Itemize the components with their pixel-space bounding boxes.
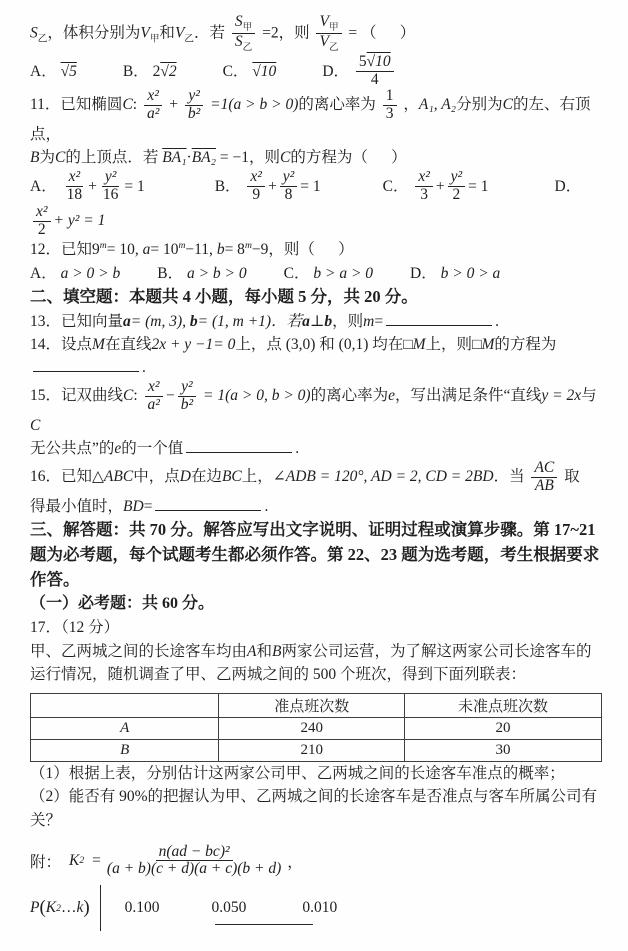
answer-blank <box>33 357 139 372</box>
sqrt-expression: √5 <box>60 62 77 80</box>
fraction <box>144 88 162 122</box>
table-row <box>31 740 602 762</box>
fraction-denominator <box>316 34 341 53</box>
text-run: 12．已知9 <box>30 241 100 259</box>
math-var: C <box>280 149 291 167</box>
fraction-denominator: 3 <box>385 105 394 123</box>
text-run: 的左、右顶点， <box>30 96 591 143</box>
ellipsis: … <box>60 899 77 917</box>
math-var: D <box>179 468 191 486</box>
option-c <box>284 262 373 285</box>
fraction-denominator: (a + b)(c + d)(a + c)(b + d) <box>106 860 282 878</box>
question-11-option-d-continued <box>30 204 602 238</box>
option-label: B． <box>122 62 149 80</box>
text-run: 分别为 <box>456 96 503 114</box>
math-var: b <box>324 312 333 330</box>
fraction-numerator: y² <box>448 169 466 187</box>
math-expression: y = 2x <box>541 387 582 405</box>
math-expression: A₁, A₂ <box>418 96 457 114</box>
text-run: ．若 <box>194 24 226 42</box>
math-var: C <box>54 149 66 167</box>
circle-symbol-box: □ <box>403 335 413 353</box>
section-3-header <box>30 518 602 592</box>
math-operator: = <box>143 497 153 515</box>
answer-parentheses: （ ） <box>361 24 416 42</box>
math-var: k <box>76 899 84 917</box>
sqrt-expression: √2 <box>160 62 177 80</box>
question-13 <box>30 310 602 333</box>
text-run: 的方程为（ ） <box>290 149 407 167</box>
text-run: 中，点 <box>133 468 180 486</box>
math-var: K <box>69 851 80 869</box>
math-operator: = 1 <box>300 177 321 195</box>
fraction <box>145 379 163 413</box>
fraction <box>185 88 203 122</box>
math-var: S <box>234 13 243 30</box>
question-17-item-2: （2）能否有 90%的把握认为甲、乙两城之间的长途客车是否准点与客车所属公司有关？ <box>30 788 598 829</box>
fraction-V <box>316 14 341 54</box>
text-run: 的离心率为 <box>310 387 389 405</box>
math-var: C <box>30 416 41 434</box>
question-11-stem-line1 <box>30 88 602 146</box>
fraction <box>383 88 397 122</box>
text-run: = 10 <box>150 241 179 259</box>
text-run: = <box>348 24 358 42</box>
text-run: 上，则 <box>425 335 473 353</box>
text-run: 在边 <box>190 468 222 486</box>
math-var: b <box>216 241 225 259</box>
fraction-numerator: x² <box>33 204 51 222</box>
text-run: 和 <box>256 642 272 660</box>
math-sub: 乙 <box>184 33 194 45</box>
option-label: B． <box>157 264 184 282</box>
math-var: A <box>247 642 257 660</box>
fraction-numerator <box>232 14 255 34</box>
fraction <box>64 169 86 203</box>
text-run: 13．已知向量 <box>30 312 124 330</box>
math-sub: 甲 <box>328 22 339 34</box>
fraction <box>178 379 196 413</box>
fraction-numerator: AC <box>531 460 557 478</box>
question-17-item-1: （1）根据上表，分别估计这两家公司甲、乙两城之间的长途客车准点的概率； <box>30 765 565 782</box>
option-label: A． <box>30 177 57 195</box>
fraction-numerator: x² <box>144 88 162 106</box>
fraction <box>280 169 298 203</box>
math-sup: m <box>178 240 186 252</box>
math-var: a <box>302 312 310 330</box>
question-11-stem-line2 <box>30 146 602 169</box>
fraction <box>356 54 394 88</box>
math-coef: 5 <box>358 52 367 70</box>
question-17-number: 17．（12 分） <box>30 619 120 637</box>
math-expression: = 1(a > 0, b > 0) <box>202 387 311 405</box>
text-run: 与 <box>581 387 597 405</box>
question-12-options <box>30 262 602 285</box>
option-label: B． <box>214 177 241 195</box>
table-cell-value: 20 <box>404 718 601 740</box>
question-15-line2 <box>30 437 602 460</box>
fraction-denominator: 18 <box>66 186 83 204</box>
math-coef: 2 <box>152 62 161 80</box>
math-var: M <box>92 335 105 353</box>
text-run: ．当 <box>493 468 525 486</box>
option-label: D． <box>410 264 437 282</box>
text-run: ， <box>287 853 303 871</box>
math-expression: ∠ADB = 120°, AD = 2, CD = 2BD <box>272 468 494 486</box>
math-var: V <box>140 24 150 42</box>
text-run: 上，点 (3,0) 和 (0,1) 均在 <box>235 335 404 353</box>
answer-blank <box>386 311 492 326</box>
table-header-row <box>31 694 602 718</box>
text-run: 取 <box>564 468 580 486</box>
contingency-table <box>30 693 602 762</box>
math-operator: + <box>169 96 178 114</box>
option-a <box>30 169 145 203</box>
option-label: D． <box>322 62 350 80</box>
fraction-denominator: 3 <box>420 186 428 204</box>
question-11-options <box>30 169 602 203</box>
triangle-ABC: △ABC <box>92 468 134 486</box>
option-c <box>383 169 489 203</box>
math-var: V <box>319 33 329 51</box>
text-run: =2，则 <box>262 24 310 42</box>
math-var: M <box>412 335 426 353</box>
fraction-denominator: AB <box>534 477 554 495</box>
sqrt-expression: √10 <box>366 52 391 70</box>
option-d <box>555 175 582 198</box>
text-run: ，则 <box>332 312 364 330</box>
fraction-denominator: 9 <box>252 186 261 204</box>
text-run: 三、解答题：共 70 分。解答应写出文字说明、证明过程或演算步骤。第 17~21 <box>30 520 596 539</box>
math-var: C <box>122 96 133 114</box>
math-var: a <box>123 312 131 330</box>
math-expression: a > 0 > b <box>60 264 121 282</box>
option-d <box>322 54 396 88</box>
answer-blank <box>155 496 261 511</box>
sqrt-expression: √10 <box>252 62 277 80</box>
math-expression: =1(a > b > 0) <box>210 96 299 114</box>
text-run: 上， <box>241 468 273 486</box>
fraction-numerator: y² <box>178 379 196 397</box>
math-var: S <box>30 24 38 42</box>
fraction-denominator: 2 <box>37 220 46 238</box>
math-sub: 乙 <box>242 42 253 54</box>
fraction-numerator: 1 <box>383 88 397 106</box>
math-var: BC <box>221 468 242 486</box>
math-expression: 2x + y −1= 0 <box>151 335 236 353</box>
math-var: B <box>272 642 282 660</box>
option-a <box>30 60 77 83</box>
text-run: 的离心率为 <box>298 96 376 114</box>
text-run: = 8 <box>224 241 245 259</box>
question-10-options <box>30 54 602 88</box>
vertical-divider <box>100 885 101 931</box>
math-sup: 2 <box>79 855 85 867</box>
probability-row <box>30 884 602 932</box>
text-run: . <box>264 497 269 515</box>
fraction-denominator: 8 <box>284 186 293 204</box>
math-sub: 甲 <box>149 33 160 45</box>
text-run: . <box>142 359 146 377</box>
math-var: C <box>502 96 513 114</box>
text-run: 附： <box>30 853 62 871</box>
text-run: : <box>133 387 138 405</box>
partial-underline <box>215 924 313 925</box>
table-cell-value: 240 <box>219 718 405 740</box>
text-run: 的上顶点．若 <box>65 149 159 167</box>
math-expression: = (m, 3), <box>130 312 190 330</box>
text-run: 在直线 <box>104 335 152 353</box>
text-run: 无公共点”的 <box>30 440 115 458</box>
math-operator: + <box>435 177 445 195</box>
option-label: C． <box>283 264 310 282</box>
text-run: 作答。 <box>30 569 80 589</box>
math-operator: + <box>88 177 97 195</box>
math-sup: 2 <box>56 902 61 914</box>
text-run: 为 <box>39 149 55 167</box>
question-14-line2 <box>30 356 602 379</box>
math-sub: 乙 <box>37 33 48 45</box>
math-operator: = 1 <box>124 177 145 195</box>
option-b <box>215 169 321 203</box>
fraction-denominator: a² <box>147 396 160 414</box>
table-cell-value: 30 <box>404 740 601 762</box>
text-run: 和 <box>159 24 175 42</box>
fraction <box>247 169 265 203</box>
table-cell-company: A <box>31 718 219 740</box>
fraction-numerator <box>316 14 341 34</box>
table-row <box>31 718 602 740</box>
option-label: C． <box>222 62 249 80</box>
math-var: a <box>142 241 151 259</box>
vector-BA2: BA₂ <box>191 149 217 167</box>
option-label: A． <box>30 264 57 282</box>
table-header-cell: 准点班次数 <box>219 694 405 718</box>
question-16-line1 <box>30 460 602 494</box>
probability-value: 0.010 <box>302 899 338 917</box>
math-sup: m <box>244 240 252 252</box>
paren: ( <box>39 897 46 919</box>
fraction <box>100 169 122 203</box>
fraction-denominator: a² <box>146 105 160 123</box>
question-14-line1 <box>30 333 602 356</box>
math-var: B <box>30 149 40 167</box>
text-run: −9，则（ ） <box>251 241 354 259</box>
math-sub: 甲 <box>242 22 253 34</box>
table-header-cell <box>31 694 219 718</box>
probability-value: 0.050 <box>211 899 247 917</box>
math-var: M <box>481 335 495 353</box>
fraction-denominator: 16 <box>102 186 119 204</box>
text-run: ，体积分别为 <box>47 24 141 42</box>
question-17-paragraph <box>30 640 602 687</box>
math-var: b <box>189 312 198 330</box>
math-sup: m <box>99 240 107 252</box>
math-operator: + <box>267 177 277 195</box>
math-expression: + y² = 1 <box>53 211 106 229</box>
table-cell-company: B <box>31 740 219 762</box>
text-run: 题为必考题，每个试题考生都必须作答。第 22、23 题为选考题，考生根据要求 <box>30 544 600 564</box>
fraction-S <box>232 14 255 54</box>
k-squared-formula <box>30 844 602 878</box>
math-expression: a > b > 0 <box>186 264 247 282</box>
fraction <box>104 844 284 878</box>
text-run: : <box>132 96 138 114</box>
vector-BA1: BA₁ <box>162 149 187 167</box>
text-run: = 10, <box>106 241 143 259</box>
question-15-line1 <box>30 379 602 437</box>
fraction-numerator: x² <box>415 169 433 187</box>
option-d <box>410 262 500 285</box>
table-header-cell: 未准点班次数 <box>404 694 601 718</box>
question-10-stem <box>30 14 602 54</box>
text-run: −11, <box>185 241 217 259</box>
math-operator: = <box>374 312 384 330</box>
text-run: . <box>295 440 300 458</box>
math-var: V <box>319 13 329 30</box>
math-var: C <box>123 387 134 405</box>
text-run: 得最小值时， <box>30 497 124 515</box>
question-16-line2 <box>30 495 602 518</box>
fraction <box>448 169 466 203</box>
math-var: m <box>363 312 375 330</box>
fraction-numerator: n(ad − bc)² <box>156 844 233 862</box>
math-operator: · <box>186 149 192 167</box>
table-cell-value: 210 <box>219 740 405 762</box>
option-a <box>30 262 120 285</box>
text-run: ，写出满足条件“直线 <box>394 387 542 405</box>
text-run: 15．记双曲线 <box>30 387 124 405</box>
fraction-denominator: 2 <box>452 186 461 204</box>
fraction-numerator: x² <box>145 379 163 397</box>
math-var: BD <box>123 497 144 515</box>
fraction-numerator: y² <box>280 169 298 187</box>
fraction-numerator <box>356 54 394 72</box>
text-run: 16．已知 <box>30 468 93 486</box>
answer-blank <box>186 438 292 453</box>
option-b <box>157 262 246 285</box>
text-run: ， <box>403 96 419 114</box>
math-var: S <box>234 33 243 51</box>
option-label: D． <box>554 177 582 195</box>
math-var: K <box>45 899 57 917</box>
fraction-denominator <box>232 34 255 53</box>
option-b <box>123 60 177 83</box>
fraction-numerator: y² <box>185 88 203 106</box>
option-c <box>223 60 277 83</box>
fraction <box>415 169 433 203</box>
math-expression: = (1, m +1)．若 <box>197 312 303 330</box>
fraction-denominator: b² <box>180 396 194 414</box>
text-run: 的一个值 <box>121 440 184 458</box>
section-3-sub-header: （一）必考题：共 60 分。 <box>30 595 215 613</box>
option-label: C． <box>382 177 409 195</box>
math-expression: b > 0 > a <box>440 264 501 282</box>
math-var: e <box>114 440 122 458</box>
text-run: 11．已知椭圆 <box>30 96 123 114</box>
paren: ) <box>83 897 90 919</box>
option-label: A． <box>30 62 57 80</box>
math-var: e <box>388 387 395 405</box>
section-2-header: 二、填空题：本题共 4 小题，每小题 5 分，共 20 分。 <box>30 286 418 306</box>
text-run: 14．设点 <box>30 335 93 353</box>
fraction-numerator: x² <box>247 169 265 187</box>
math-operator: = <box>92 851 101 869</box>
text-run: = −1，则 <box>219 149 281 167</box>
fraction-numerator: x² <box>66 169 84 187</box>
fraction <box>531 460 557 494</box>
probability-value: 0.100 <box>124 899 160 917</box>
fraction-numerator: y² <box>102 169 120 187</box>
perpendicular-symbol: ⊥ <box>309 312 325 330</box>
math-expression: b > a > 0 <box>313 264 374 282</box>
fraction <box>33 204 51 238</box>
math-operator: − <box>165 387 175 405</box>
math-operator: = 1 <box>468 177 489 195</box>
math-sub: 乙 <box>328 42 339 54</box>
question-12-stem <box>30 238 602 261</box>
fraction-denominator: b² <box>187 105 201 123</box>
math-var: P <box>30 899 40 917</box>
circle-symbol-box: □ <box>472 335 482 353</box>
text-run: 甲、乙两城之间的长途客车均由 <box>30 642 248 660</box>
math-var: V <box>174 24 185 42</box>
fraction-denominator: 4 <box>370 70 379 88</box>
text-run: . <box>495 312 499 330</box>
text-run: 两家公司运营，为了解这两家公司长途客车的运行情况，随机调查了甲、乙两城之间的 500 个班次，得到下面列联表： <box>30 642 592 683</box>
text-run: 的方程为 <box>494 335 557 353</box>
